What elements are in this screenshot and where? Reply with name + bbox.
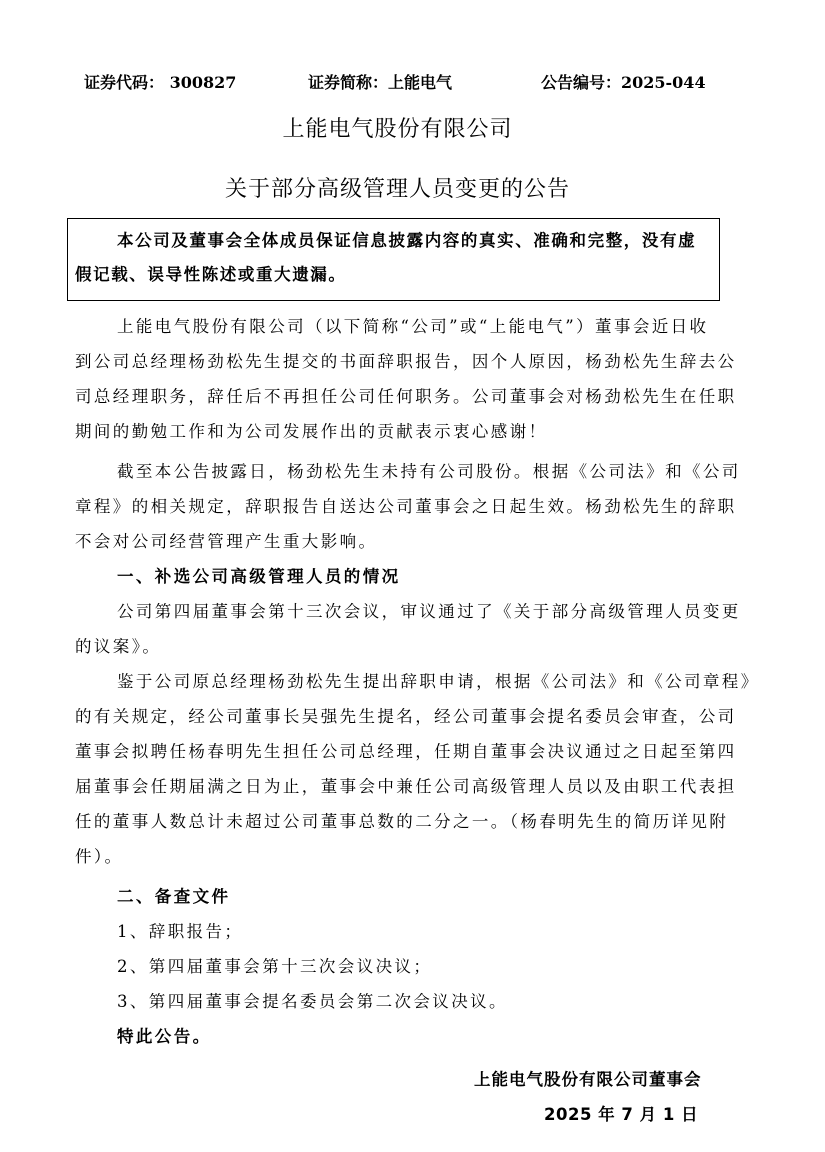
list-item: 2、第四届董事会第十三次会议决议； bbox=[117, 957, 433, 976]
disclosure-statement-box bbox=[67, 218, 720, 301]
signature-organization: 上能电气股份有限公司董事会 bbox=[474, 1070, 702, 1089]
section-heading-1: 一、补选公司高级管理人员的情况 bbox=[117, 567, 401, 586]
stock-short-name: 证券简称：上能电气 bbox=[308, 73, 453, 92]
announcement-number: 公告编号：2025-044 bbox=[541, 73, 706, 92]
document-header bbox=[84, 70, 714, 94]
text-line: 董事会拟聘任杨春明先生担任公司总经理，任期自董事会决议通过之日起至第四 bbox=[75, 742, 737, 761]
text-line: 司总经理职务，辞任后不再担任公司任何职务。公司董事会对杨劲松先生在任职 bbox=[75, 387, 737, 406]
signature-date: 2025 年 7 月 1 日 bbox=[544, 1105, 699, 1124]
company-title: 上能电气股份有限公司 bbox=[282, 117, 513, 142]
text-line: 的议案》。 bbox=[75, 637, 162, 656]
text-line: 届董事会任期届满之日为止，董事会中兼任公司高级管理人员以及由职工代表担 bbox=[75, 777, 737, 796]
disclosure-statement-line: 假记载、误导性陈述或重大遗漏。 bbox=[75, 265, 347, 284]
text-line: 到公司总经理杨劲松先生提交的书面辞职报告，因个人原因，杨劲松先生辞去公 bbox=[75, 352, 737, 371]
text-line: 公司第四届董事会第十三次会议，审议通过了《关于部分高级管理人员变更 bbox=[117, 602, 741, 621]
text-line: 件）。 bbox=[75, 847, 124, 866]
text-line: 不会对公司经营管理产生重大影响。 bbox=[75, 532, 378, 551]
announcement-title: 关于部分高级管理人员变更的公告 bbox=[224, 177, 570, 202]
text-line: 的有关规定，经公司董事长吴强先生提名，经公司董事会提名委员会审查，公司 bbox=[75, 707, 737, 726]
text-line: 上能电气股份有限公司（以下简称“公司”或“上能电气”）董事会近日收 bbox=[117, 317, 709, 336]
section-heading-2: 二、备查文件 bbox=[117, 887, 231, 906]
text-line: 期间的勤勉工作和为公司发展作出的贡献表示衷心感谢！ bbox=[75, 422, 548, 441]
closing-statement: 特此公告。 bbox=[117, 1027, 212, 1046]
text-line: 任的董事人数总计未超过公司董事总数的二分之一。（杨春明先生的简历详见附 bbox=[75, 812, 729, 831]
stock-code: 证券代码： 300827 bbox=[84, 73, 237, 92]
list-item: 1、辞职报告； bbox=[117, 922, 244, 941]
disclosure-statement-line: 本公司及董事会全体成员保证信息披露内容的真实、准确和完整，没有虚 bbox=[117, 231, 697, 250]
text-line: 鉴于公司原总经理杨劲松先生提出辞职申请，根据《公司法》和《公司章程》 bbox=[117, 672, 760, 691]
list-item: 3、第四届董事会提名委员会第二次会议决议。 bbox=[117, 992, 508, 1011]
text-line: 章程》的相关规定，辞职报告自送达公司董事会之日起生效。杨劲松先生的辞职 bbox=[75, 497, 737, 516]
text-line: 截至本公告披露日，杨劲松先生未持有公司股份。根据《公司法》和《公司 bbox=[117, 462, 741, 481]
